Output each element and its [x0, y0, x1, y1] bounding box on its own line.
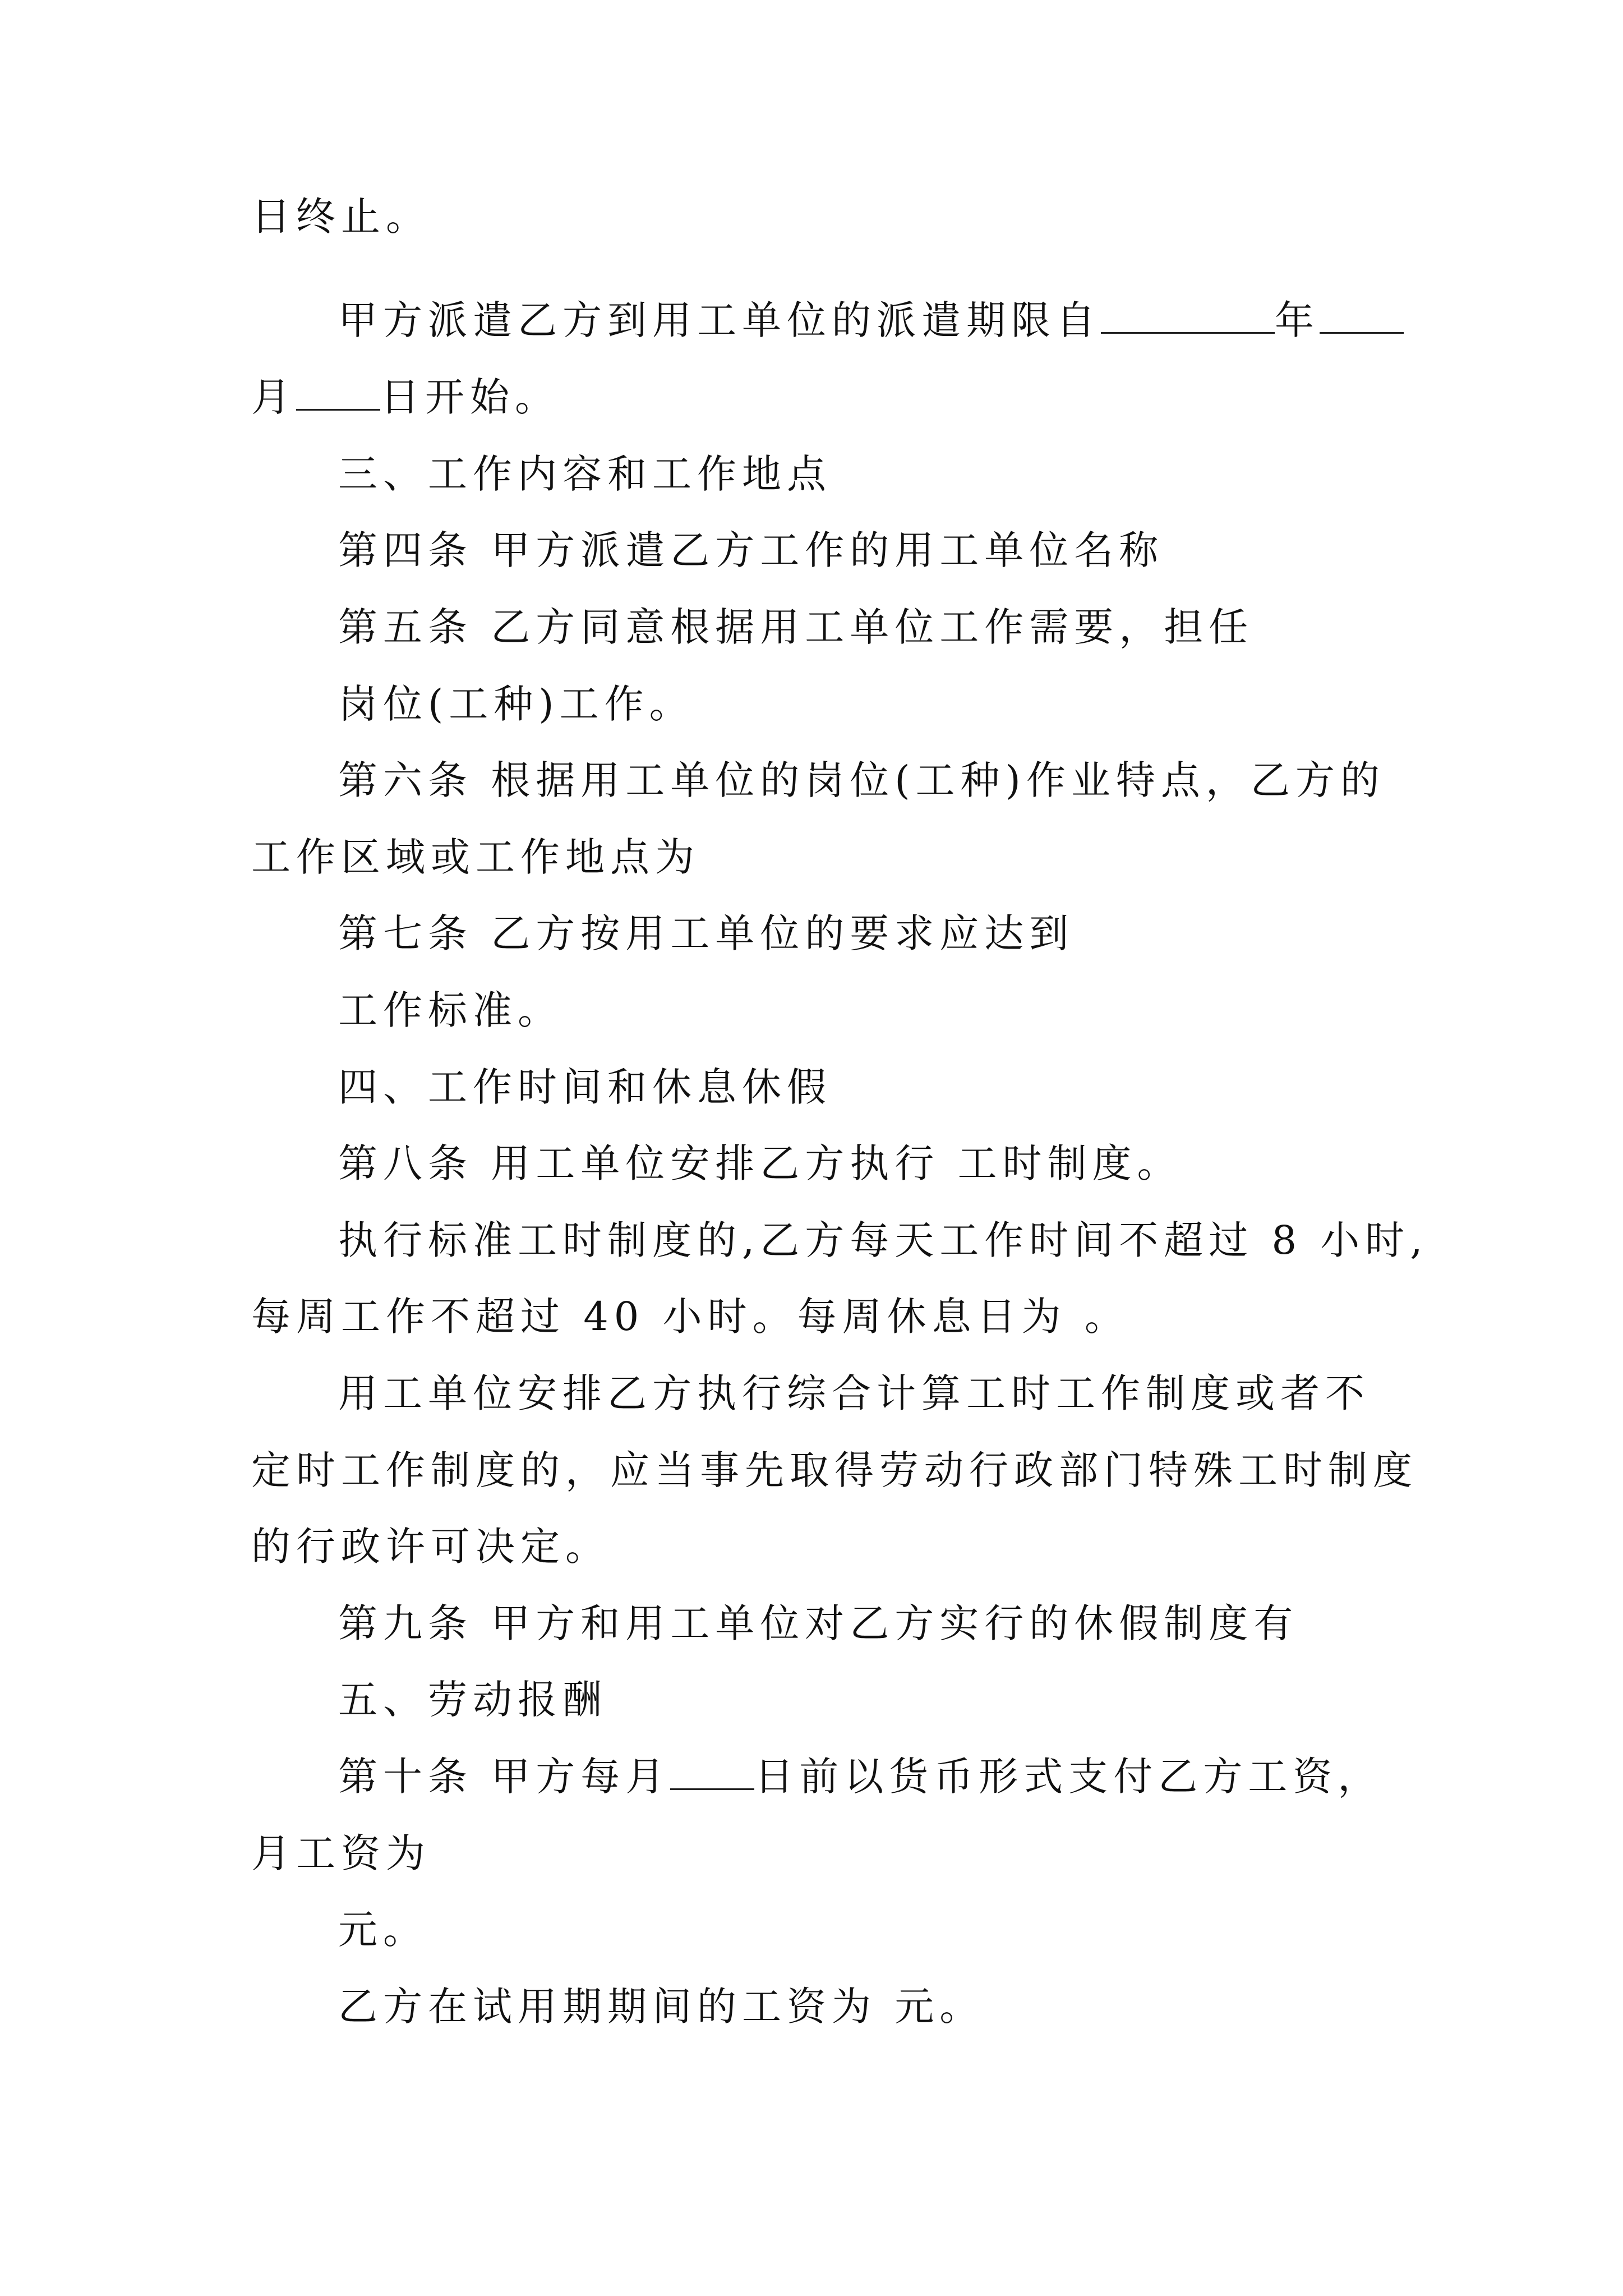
fill-blank[interactable] — [296, 374, 380, 411]
section-heading: 四、工作时间和休息休假 — [338, 1064, 832, 1110]
text-line: 日终止。 — [251, 194, 431, 240]
text-line: 用工单位安排乙方执行综合计算工时工作制度或者不 — [338, 1370, 1370, 1416]
text-segment: 第十条 甲方每月 — [338, 1754, 671, 1800]
text-line: 工作标准。 — [338, 987, 562, 1033]
text-line: 元。 — [338, 1907, 428, 1953]
text-line: 执行标准工时制度的,乙方每天工作时间不超过 8 小时, — [338, 1217, 1428, 1263]
section-heading: 三、工作内容和工作地点 — [338, 451, 832, 497]
text-line: 的行政许可决定。 — [251, 1524, 610, 1570]
text-segment: 日开始。 — [380, 374, 560, 420]
text-line: 每周工作不超过 40 小时。每周休息日为 。 — [251, 1294, 1129, 1340]
text-line: 第七条 乙方按用工单位的要求应达到 — [338, 910, 1075, 956]
text-line: 第五条 乙方同意根据用工单位工作需要，担任 — [338, 604, 1254, 650]
fill-blank[interactable] — [1320, 297, 1404, 334]
text-line: 第九条 甲方和用工单位对乙方实行的休假制度有 — [338, 1600, 1299, 1646]
text-line: 第四条 甲方派遣乙方工作的用工单位名称 — [338, 527, 1164, 573]
text-line — [251, 370, 560, 424]
text-line: 第六条 根据用工单位的岗位(工种)作业特点，乙方的 — [338, 757, 1385, 803]
text-segment: 月 — [251, 374, 296, 420]
text-line — [338, 293, 1404, 347]
section-heading: 五、劳动报酬 — [338, 1677, 607, 1723]
text-line: 岗位(工种)工作。 — [338, 681, 694, 727]
text-segment: 年 — [1275, 297, 1320, 343]
text-line: 定时工作制度的，应当事先取得劳动行政部门特殊工时制度 — [251, 1447, 1418, 1493]
text-line: 工作区域或工作地点为 — [251, 834, 700, 880]
text-line: 第八条 用工单位安排乙方执行 工时制度。 — [338, 1140, 1182, 1186]
text-segment: 日前以货币形式支付乙方工资， — [754, 1754, 1383, 1800]
fill-blank[interactable] — [670, 1754, 754, 1790]
text-line — [338, 1750, 1382, 1803]
text-line: 月工资为 — [251, 1830, 431, 1876]
text-segment: 甲方派遣乙方到用工单位的派遣期限自 — [338, 297, 1101, 343]
text-line: 乙方在试用期期间的工资为 元。 — [338, 1984, 985, 2030]
fill-blank[interactable] — [1101, 297, 1275, 334]
